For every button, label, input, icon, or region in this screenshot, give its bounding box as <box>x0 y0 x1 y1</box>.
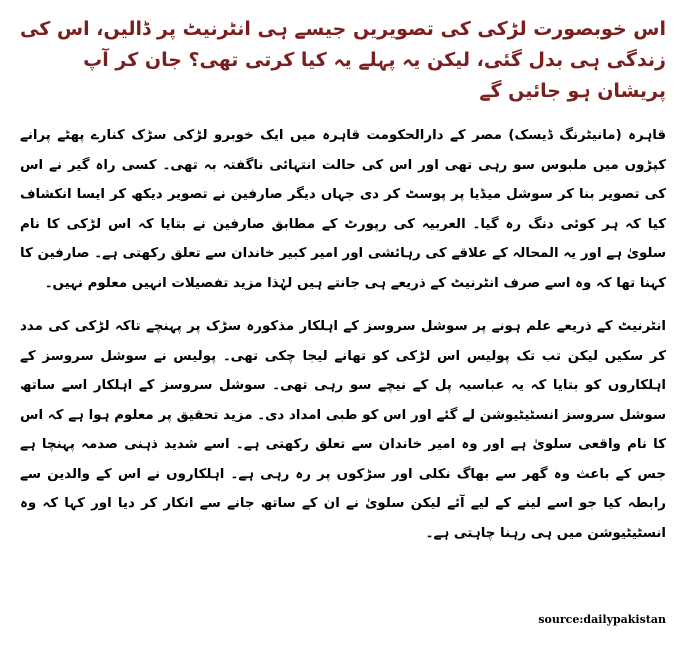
article-paragraph-1: قاہرہ (مانیٹرنگ ڈیسک) مصر کے دارالحکومت قاہرہ میں ایک خوبرو لڑکی سڑک کنارے پھٹے پرانے کپڑوں میں ملبوس سو رہی تھی اور اس کی حالت انتہائی ناگفتہ بہ تھی۔ کسی راہ گیر نے اس کی تصویر بنا کر سوشل میڈیا پر پوسٹ کر دی جہاں دیگر صارفین نے تصویر دیکھ کر ایسا انکشاف کیا کہ ہر کوئی دنگ رہ گیا۔ العربیہ کی رپورٹ کے مطابق صارفین نے بتایا کہ اس لڑکی کا نام سلویٰ ہے اور یہ المحالہ کے علاقے کی رہائشی اور امیر کبیر خاندان سے تعلق رکھتی ہے۔ صارفین کا کہنا تھا کہ وہ اسے صرف انٹرنیٹ کے ذریعے ہی جانتے ہیں لہٰذا مزید تفصیلات انہیں معلوم نہیں۔ <box>20 128 666 291</box>
source-credit: source:dailypakistan <box>538 613 666 626</box>
article-headline: اس خوبصورت لڑکی کی تصویریں جیسے ہی انٹرنیٹ پر ڈالیں، اس کی زندگی ہی بدل گئی، لیکن یہ پہلے یہ کیا کرتی تھی؟ جان کر آپ پریشان ہو جائیں گے <box>20 18 666 102</box>
article-paragraph-2: انٹرنیٹ کے ذریعے علم ہونے پر سوشل سروسز کے اہلکار مذکورہ سڑک پر پہنچے تاکہ لڑکی کی مدد کر سکیں لیکن تب تک پولیس اس لڑکی کو تھانے لیجا چکی تھی۔ پولیس نے سوشل سروسز کے اہلکاروں کو بتایا کہ یہ عباسیہ پل کے نیچے سو رہی تھی۔ سوشل سروسز کے اہلکار اسے ساتھ سوشل سروسز انسٹیٹیوشن لے گئے اور اس کو طبی امداد دی۔ مزید تحقیق پر معلوم ہوا ہے کہ اس کا نام واقعی سلویٰ ہے اور وہ امیر خاندان سے تعلق رکھتی ہے۔ اسے شدید ذہنی صدمہ پہنچا ہے جس کے باعث وہ گھر سے بھاگ نکلی اور سڑکوں پر رہ رہی ہے۔ اہلکاروں نے اس کے والدین سے رابطہ کیا جو اسے لینے کے لیے آئے لیکن سلویٰ نے ان کے ساتھ جانے سے انکار کر دیا اور کہا کہ وہ انسٹیٹیوشن میں ہی رہنا چاہتی ہے۔ <box>20 319 666 541</box>
